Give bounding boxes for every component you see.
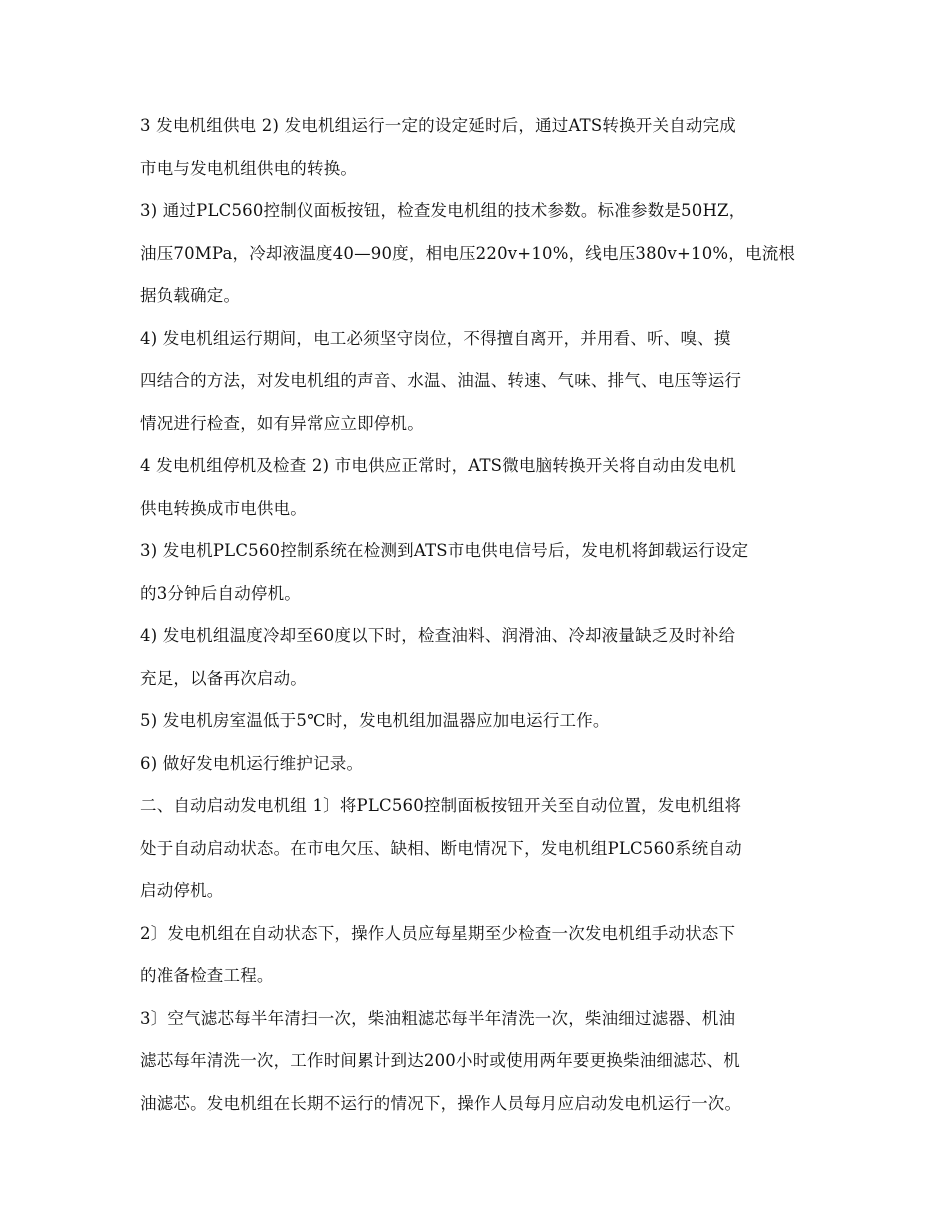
text-line: 充足，以备再次启动。 (140, 668, 307, 688)
text-line: 市电与发电机组供电的转换。 (140, 158, 358, 178)
text-line: 油滤芯。发电机组在长期不运行的情况下，操作人员每月应启动发电机运行一次。 (140, 1093, 742, 1113)
text-line: 二、自动启动发电机组 1〕将PLC560控制面板按钮开关至自动位置，发电机组将 (140, 796, 742, 815)
text-line: 4 发电机组停机及检查 2) 市电供应正常时，ATS微电脑转换开关将自动由发电机 (140, 456, 736, 475)
text-line: 四结合的方法，对发电机组的声音、水温、油温、转速、气味、排气、电压等运行 (140, 371, 742, 390)
text-line: 的3分钟后自动停机。 (140, 583, 301, 603)
text-line: 4) 发电机组温度冷却至60度以下时，检查油料、润滑油、冷却液量缺乏及时补给 (140, 626, 736, 645)
text-line: 启动停机。 (140, 881, 224, 900)
text-line: 2〕发电机组在自动状态下，操作人员应每星期至少检查一次发电机组手动状态下 (140, 923, 736, 943)
text-line: 4) 发电机组运行期间，电工必须坚守岗位，不得擅自离开，并用看、听、嗅、摸 (140, 328, 731, 348)
text-line: 油压70MPa，冷却液温度40—90度，相电压220v+10%，线电压380v+10%，电流根 (140, 243, 796, 263)
text-line: 情况进行检查，如有异常应立即停机。 (140, 413, 424, 433)
text-line: 供电转换成市电供电。 (140, 498, 307, 518)
text-line: 5) 发电机房室温低于5℃时，发电机组加温器应加电运行工作。 (140, 711, 610, 730)
text-line: 滤芯每年清洗一次，工作时间累计到达200小时或使用两年要更换柴油细滤芯、机 (140, 1051, 740, 1070)
text-line: 处于自动启动状态。在市电欠压、缺相、断电情况下，发电机组PLC560系统自动 (140, 838, 742, 858)
text-line: 3 发电机组供电 2) 发电机组运行一定的设定延时后，通过ATS转换开关自动完成 (140, 116, 736, 135)
document-body (140, 105, 812, 1125)
text-line: 3) 通过PLC560控制仪面板按钮，检查发电机组的技术参数。标准参数是50HZ， (140, 201, 746, 220)
text-line: 6) 做好发电机运行维护记录。 (140, 753, 364, 773)
text-line: 的准备检查工程。 (140, 966, 274, 985)
text-line: 3〕空气滤芯每半年清扫一次，柴油粗滤芯每半年清洗一次，柴油细过滤器、机油 (140, 1008, 736, 1028)
text-line: 3) 发电机PLC560控制系统在检测到ATS市电供电信号后，发电机将卸载运行设定 (140, 541, 749, 560)
text-line: 据负载确定。 (140, 286, 241, 305)
